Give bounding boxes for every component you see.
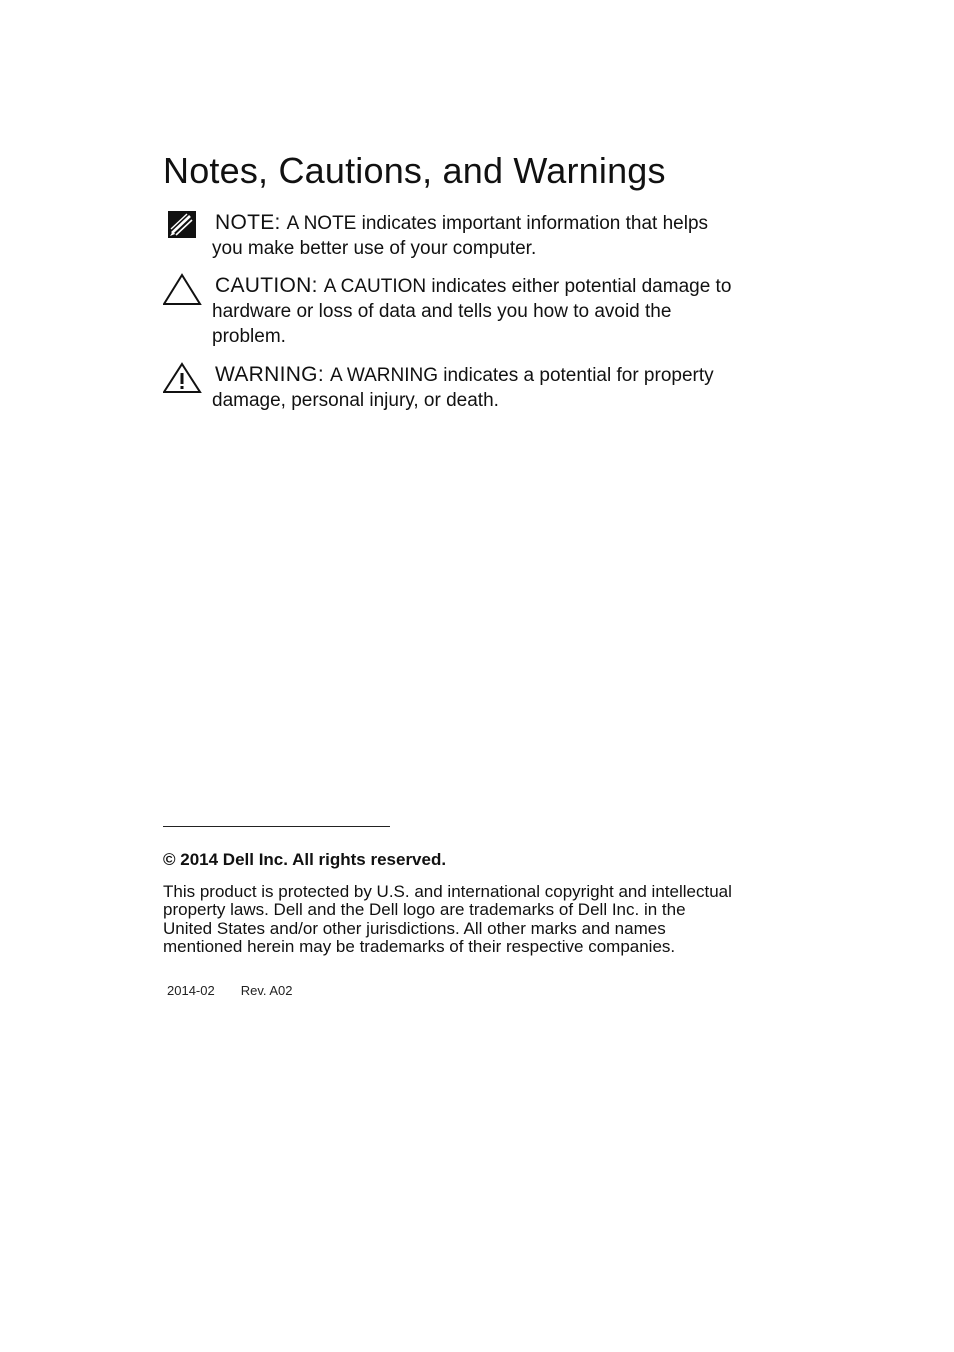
legal-text: This product is protected by U.S. and international copyright and intellectual property laws. Dell and the Dell logo are trademarks of Dell Inc. in the United States and/or other jurisdictions. All other marks and names mentioned herein may be trademarks of their respective companies.: [163, 882, 732, 956]
caution-notice: [163, 273, 743, 349]
note-notice: [163, 210, 743, 261]
warning-label: WARNING:: [215, 363, 324, 386]
caution-text: A CAUTION indicates either potential damage to hardware or loss of data and tells you how to avoid the problem.: [212, 276, 732, 347]
note-label: NOTE:: [215, 211, 281, 234]
warning-notice: [163, 362, 743, 413]
footer-divider: [163, 826, 390, 827]
revision-date: 2014-02: [167, 983, 215, 998]
revision-number: Rev. A02: [240, 983, 293, 998]
page-title: Notes, Cautions, and Warnings: [163, 150, 666, 191]
note-text: A NOTE indicates important information that helps you make better use of your computer.: [212, 213, 709, 259]
warning-text: A WARNING indicates a potential for property damage, personal injury, or death.: [212, 365, 714, 411]
copyright-notice: © 2014 Dell Inc. All rights reserved.: [163, 850, 447, 869]
note-pencil-icon: [163, 210, 197, 245]
warning-exclamation-triangle-icon: [163, 362, 203, 401]
caution-triangle-icon: [163, 273, 203, 312]
revision-info: [167, 983, 293, 998]
caution-label: CAUTION:: [215, 274, 318, 297]
